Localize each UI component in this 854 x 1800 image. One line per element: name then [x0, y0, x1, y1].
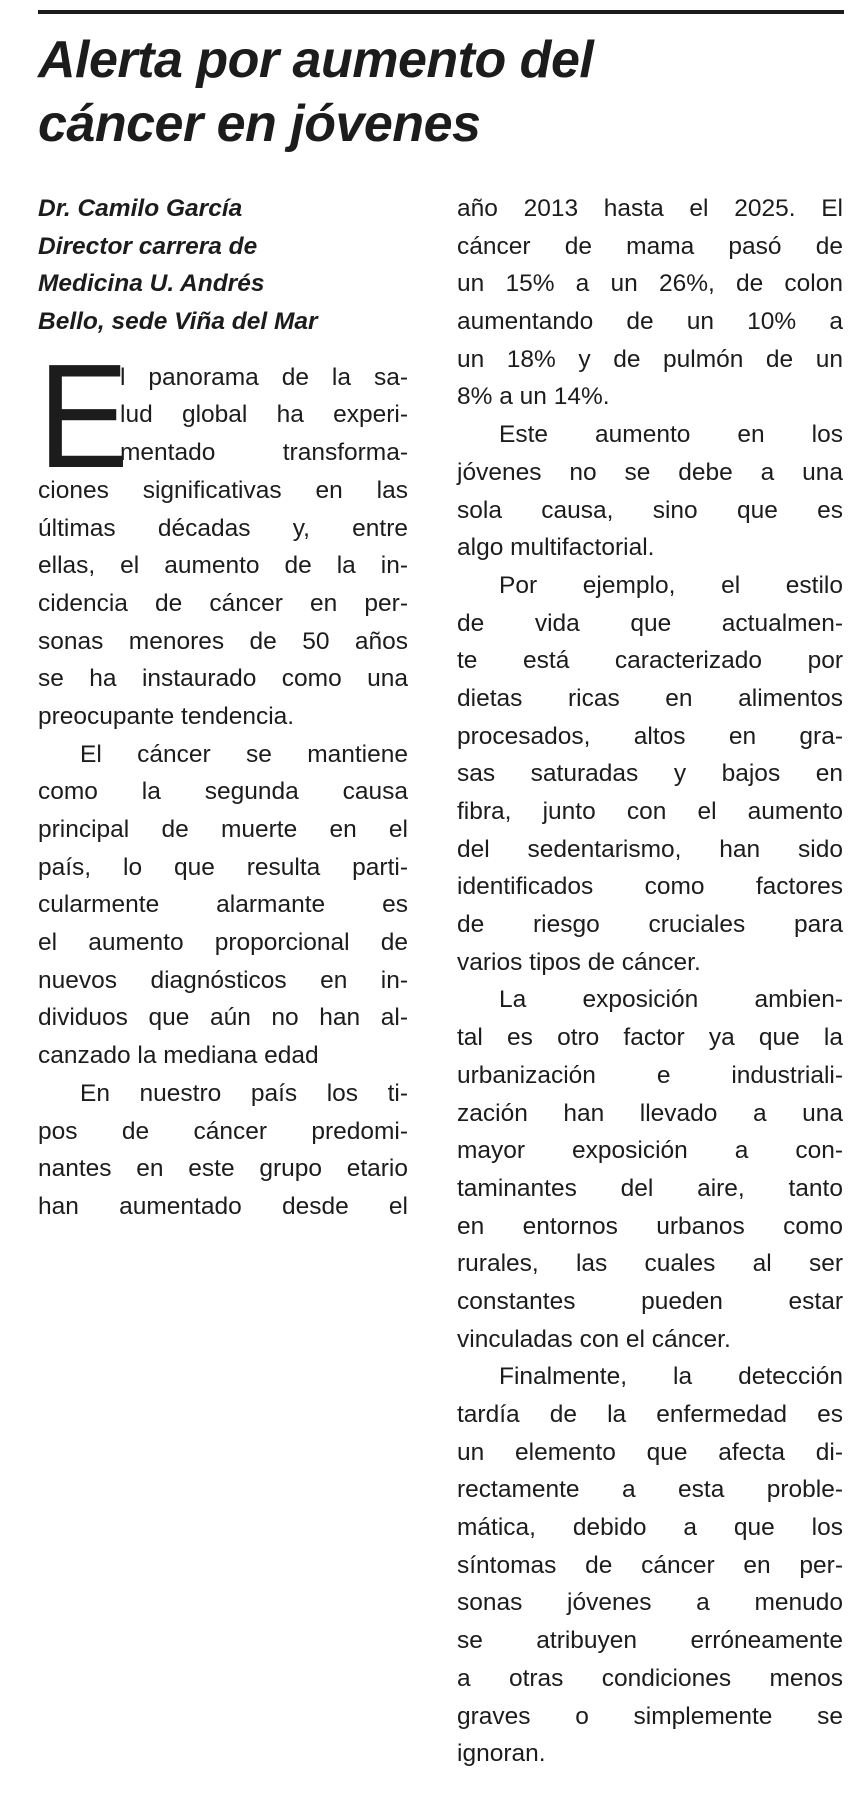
- text-line: un 18% y de pulmón de un: [457, 345, 843, 373]
- text-line: cularmente alarmante es: [38, 891, 408, 919]
- text-line: dietas ricas en alimentos: [457, 684, 843, 712]
- paragraph-7: [457, 1358, 843, 1773]
- headline-line-1: Alerta por aumento del: [38, 31, 594, 89]
- text-line: Finalmente, la detección: [499, 1363, 843, 1391]
- text-line: jóvenes no se debe a una: [457, 458, 843, 486]
- text-line: fibra, junto con el aumento: [457, 798, 843, 825]
- right-column: [457, 190, 843, 1773]
- top-rule: [38, 10, 844, 14]
- text-line: El cáncer se mantiene: [80, 740, 408, 768]
- text-line: algo multifactorial.: [457, 534, 655, 562]
- article-headline: [38, 28, 844, 156]
- text-line: tal es otro factor ya que la: [457, 1024, 843, 1052]
- text-line: de riesgo cruciales para: [457, 911, 843, 939]
- paragraph-3: [38, 1075, 408, 1226]
- text-line: dividuos que aún no han al-: [38, 1004, 408, 1032]
- text-line: aumentando de un 10% a: [457, 308, 843, 336]
- left-column: [38, 190, 408, 1226]
- byline-line: Bello, sede Viña del Mar: [38, 308, 318, 336]
- text-line: La exposición ambien-: [499, 986, 843, 1014]
- text-line: síntomas de cáncer en per-: [457, 1551, 843, 1579]
- text-line: cidencia de cáncer en per-: [38, 589, 408, 617]
- text-line: sonas menores de 50 años: [38, 627, 408, 655]
- text-line: mayor exposición a con-: [457, 1137, 843, 1165]
- text-line: un 15% a un 26%, de colon: [457, 270, 843, 298]
- text-line: mentado transforma-: [120, 439, 408, 467]
- paragraph-3-continued: [457, 190, 843, 416]
- text-line: preocupante tendencia.: [38, 702, 295, 730]
- text-line: se ha instaurado como una: [38, 665, 408, 693]
- text-line: un elemento que afecta di-: [457, 1438, 843, 1466]
- text-line: sola causa, sino que es: [457, 496, 843, 524]
- headline-line-2: cáncer en jóvenes: [38, 95, 481, 153]
- text-line: En nuestro país los ti-: [80, 1079, 408, 1107]
- text-line: a otras condiciones menos: [457, 1664, 843, 1692]
- text-line: país, lo que resulta parti-: [38, 853, 408, 881]
- text-line: te está caracterizado por: [457, 647, 843, 675]
- text-line: identificados como factores: [457, 873, 843, 901]
- byline-line: Dr. Camilo García: [38, 195, 243, 222]
- text-line: se atribuyen erróneamente: [457, 1627, 843, 1655]
- text-line: en entornos urbanos como: [457, 1212, 843, 1240]
- paragraph-6: [457, 981, 843, 1358]
- byline-line: Director carrera de: [38, 232, 258, 260]
- text-line: del sedentarismo, han sido: [457, 835, 843, 863]
- text-line: taminantes del aire, tanto: [457, 1174, 843, 1202]
- text-line: ellas, el aumento de la in-: [38, 552, 408, 580]
- text-line: de vida que actualmen-: [457, 609, 843, 637]
- text-line: procesados, altos en gra-: [457, 722, 843, 750]
- text-line: tardía de la enfermedad es: [457, 1401, 843, 1428]
- author-byline: [38, 190, 408, 341]
- text-line: pos de cáncer predomi-: [38, 1117, 408, 1145]
- text-line: ignoran.: [457, 1740, 546, 1768]
- text-line: han aumentado desde el: [38, 1192, 408, 1220]
- text-line: últimas décadas y, entre: [38, 514, 408, 542]
- text-line: nuevos diagnósticos en in-: [38, 966, 408, 994]
- text-line: varios tipos de cáncer.: [457, 948, 701, 976]
- text-line: graves o simplemente se: [457, 1702, 843, 1730]
- text-line: principal de muerte en el: [38, 816, 408, 843]
- paragraph-4: [457, 416, 843, 567]
- text-line: el aumento proporcional de: [38, 929, 408, 957]
- text-line: sonas jóvenes a menudo: [457, 1589, 843, 1617]
- text-line: vinculadas con el cáncer.: [457, 1325, 731, 1353]
- byline-line: Medicina U. Andrés: [38, 270, 265, 298]
- text-line: Por ejemplo, el estilo: [499, 571, 843, 599]
- text-line: urbanización e industriali-: [457, 1061, 843, 1089]
- text-line: cáncer de mama pasó de: [457, 232, 843, 260]
- text-line: ciones significativas en las: [38, 476, 408, 504]
- text-line: rurales, las cuales al ser: [457, 1250, 843, 1278]
- text-line: rectamente a esta proble-: [457, 1476, 843, 1504]
- paragraph-2: [38, 736, 408, 1075]
- text-line: nantes en este grupo etario: [38, 1155, 408, 1183]
- paragraph-5: [457, 567, 843, 982]
- text-line: Este aumento en los: [499, 421, 843, 449]
- text-line: año 2013 hasta el 2025. El: [457, 195, 843, 222]
- text-line: zación han llevado a una: [457, 1099, 843, 1127]
- text-line: sas saturadas y bajos en: [457, 760, 843, 788]
- text-line: l panorama de la sa-: [120, 363, 408, 391]
- text-line: como la segunda causa: [38, 778, 408, 806]
- text-line: mática, debido a que los: [457, 1514, 843, 1542]
- text-line: canzado la mediana edad: [38, 1042, 319, 1070]
- text-line: lud global ha experi-: [120, 401, 408, 429]
- drop-cap: E: [38, 333, 129, 499]
- text-line: 8% a un 14%.: [457, 383, 610, 411]
- paragraph-1: [38, 333, 408, 736]
- text-line: constantes pueden estar: [457, 1287, 843, 1315]
